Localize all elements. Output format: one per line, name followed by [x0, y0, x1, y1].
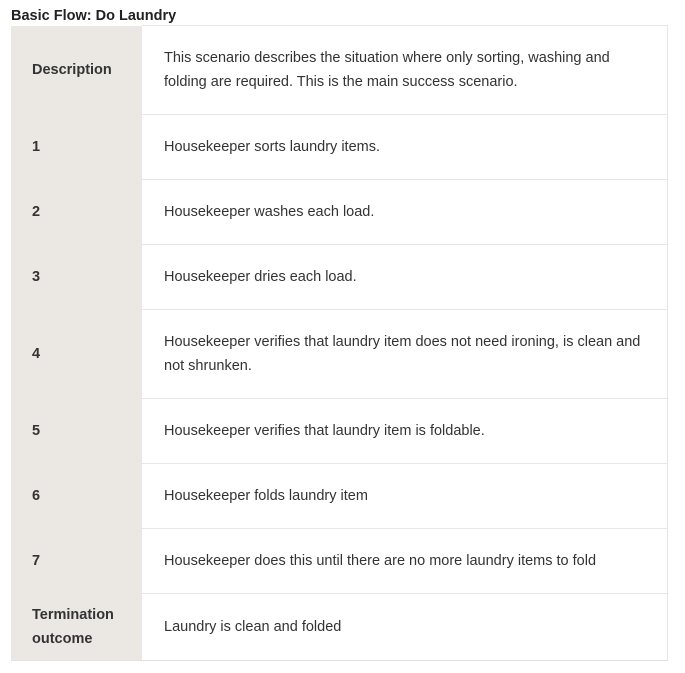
- row-content: Laundry is clean and folded: [142, 594, 668, 661]
- row-label: 1: [11, 115, 142, 180]
- table-row: [11, 399, 668, 464]
- table-row: [11, 464, 668, 529]
- row-label: 4: [11, 310, 142, 399]
- table-row: [11, 180, 668, 245]
- row-content: This scenario describes the situation where only sorting, washing and folding are required. This is the main success scenario.: [142, 26, 668, 115]
- row-label: Termination outcome: [11, 594, 142, 661]
- table-row: [11, 245, 668, 310]
- flow-title: Basic Flow: Do Laundry: [11, 8, 177, 24]
- row-label: 6: [11, 464, 142, 529]
- row-label: Description: [11, 26, 142, 115]
- table-row: [11, 529, 668, 594]
- row-content: Housekeeper verifies that laundry item is foldable.: [142, 399, 668, 464]
- flow-table: [11, 25, 668, 661]
- table-row: [11, 594, 668, 661]
- row-label: 2: [11, 180, 142, 245]
- row-label: 3: [11, 245, 142, 310]
- row-content: Housekeeper dries each load.: [142, 245, 668, 310]
- table-row: [11, 26, 668, 115]
- table-row: [11, 310, 668, 399]
- row-content: Housekeeper sorts laundry items.: [142, 115, 668, 180]
- row-label: 7: [11, 529, 142, 594]
- row-content: Housekeeper folds laundry item: [142, 464, 668, 529]
- table-row: [11, 115, 668, 180]
- row-label: 5: [11, 399, 142, 464]
- row-content: Housekeeper does this until there are no more laundry items to fold: [142, 529, 668, 594]
- row-content: Housekeeper verifies that laundry item does not need ironing, is clean and not shrunken.: [142, 310, 668, 399]
- row-content: Housekeeper washes each load.: [142, 180, 668, 245]
